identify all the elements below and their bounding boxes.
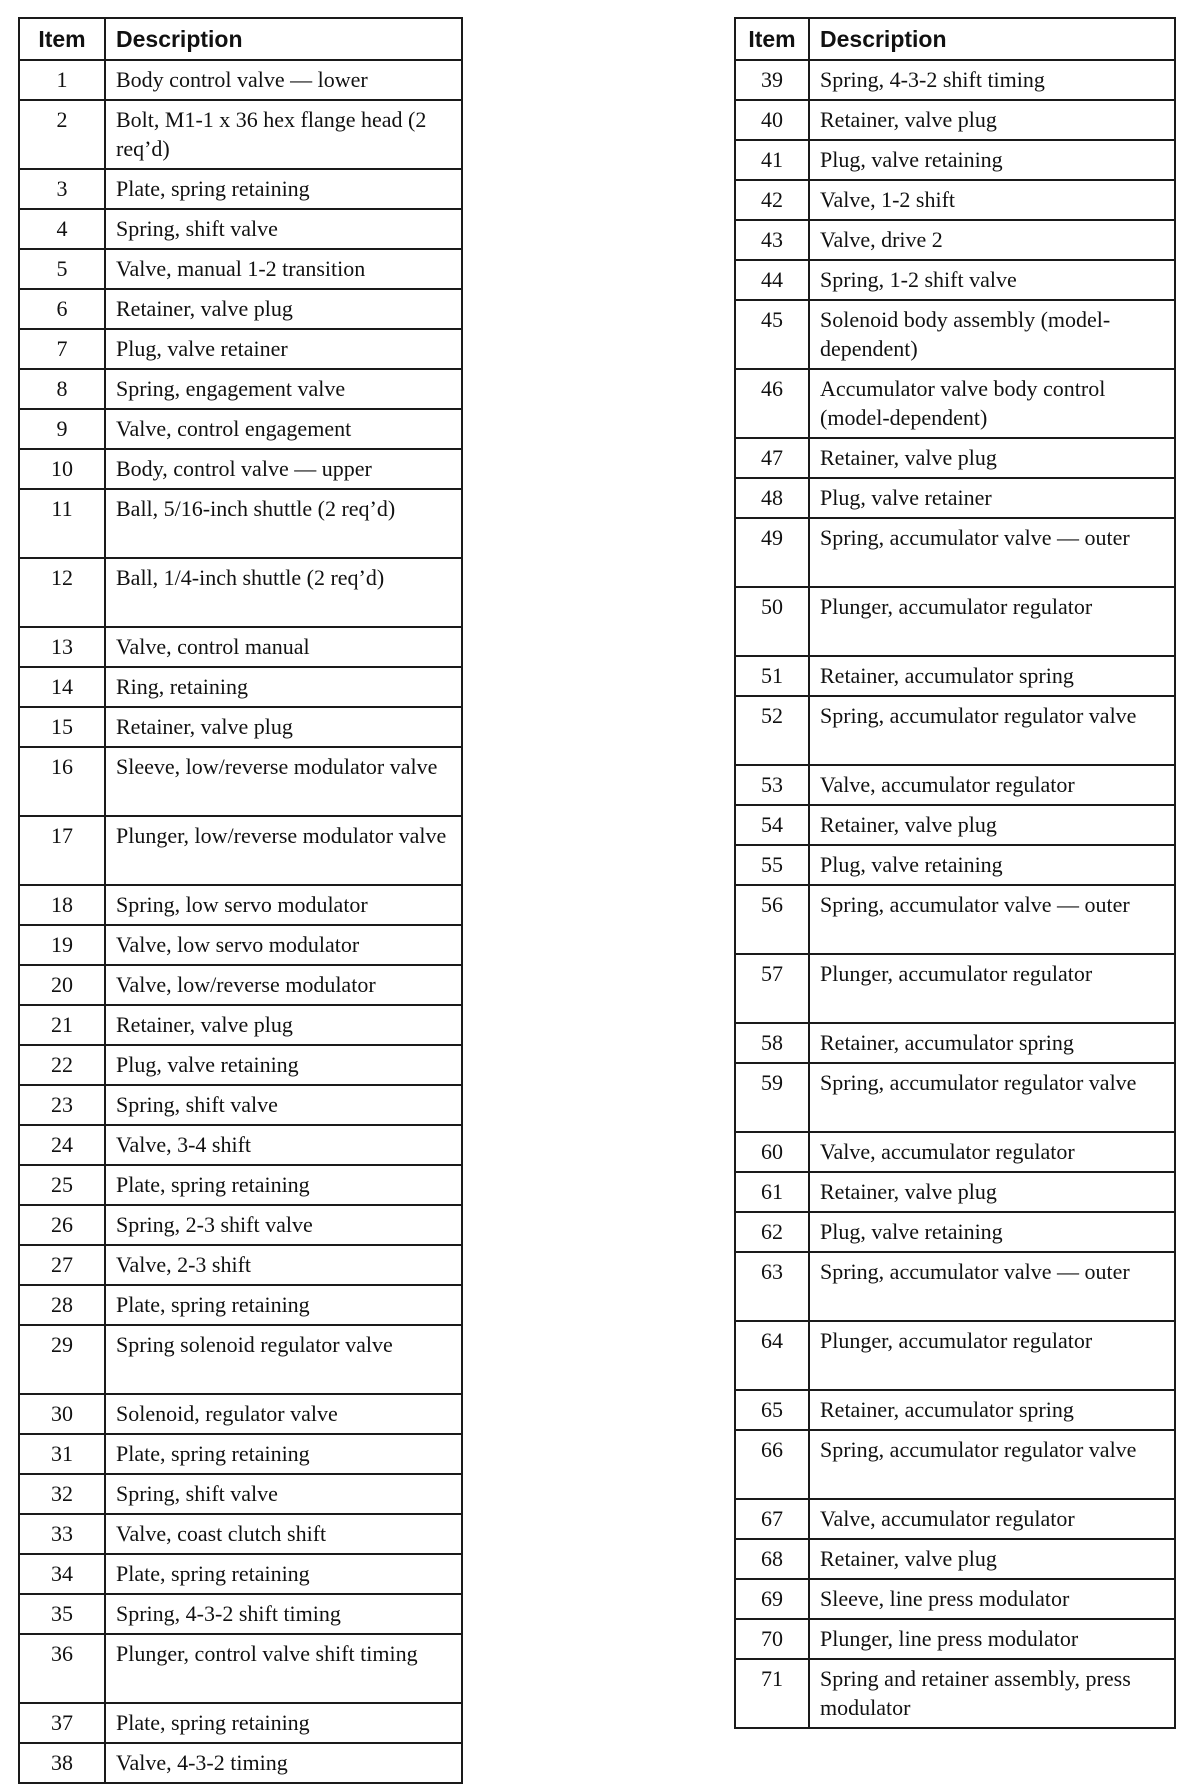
item-number: 39 (735, 60, 809, 100)
table-row (735, 438, 1175, 478)
item-number: 21 (19, 1005, 105, 1045)
item-number: 36 (19, 1634, 105, 1703)
table-row (735, 1063, 1175, 1132)
table-row (735, 478, 1175, 518)
item-description: Plug, valve retaining (809, 140, 1175, 180)
table-row (19, 925, 462, 965)
item-number: 7 (19, 329, 105, 369)
item-number: 53 (735, 765, 809, 805)
item-number: 28 (19, 1285, 105, 1325)
item-description: Plug, valve retaining (105, 1045, 462, 1085)
table-row (19, 249, 462, 289)
item-number: 8 (19, 369, 105, 409)
table-row (735, 765, 1175, 805)
item-number: 57 (735, 954, 809, 1023)
item-number: 64 (735, 1321, 809, 1390)
item-description: Retainer, valve plug (809, 438, 1175, 478)
table-row (19, 1045, 462, 1085)
item-description: Ball, 1/4-inch shuttle (2 req’d) (105, 558, 462, 627)
table-row (19, 1634, 462, 1703)
item-number: 56 (735, 885, 809, 954)
table-row (735, 369, 1175, 438)
item-number: 66 (735, 1430, 809, 1499)
item-number: 3 (19, 169, 105, 209)
item-description: Spring and retainer assembly, press modulator (809, 1659, 1175, 1728)
item-description: Plunger, accumulator regulator (809, 587, 1175, 656)
item-description: Spring, accumulator valve — outer (809, 1252, 1175, 1321)
table-row (19, 409, 462, 449)
item-number: 32 (19, 1474, 105, 1514)
item-description: Plug, valve retaining (809, 1212, 1175, 1252)
item-number: 9 (19, 409, 105, 449)
item-number: 40 (735, 100, 809, 140)
item-description: Spring, 4-3-2 shift timing (105, 1594, 462, 1634)
item-description: Plunger, accumulator regulator (809, 954, 1175, 1023)
item-number: 46 (735, 369, 809, 438)
item-description: Retainer, valve plug (809, 1172, 1175, 1212)
item-number: 29 (19, 1325, 105, 1394)
item-description: Solenoid, regulator valve (105, 1394, 462, 1434)
item-number: 15 (19, 707, 105, 747)
item-number: 27 (19, 1245, 105, 1285)
item-description: Plug, valve retaining (809, 845, 1175, 885)
item-number: 62 (735, 1212, 809, 1252)
table-row (735, 1023, 1175, 1063)
item-number: 58 (735, 1023, 809, 1063)
item-number: 14 (19, 667, 105, 707)
item-description: Spring, accumulator valve — outer (809, 518, 1175, 587)
item-number: 5 (19, 249, 105, 289)
table-row (19, 1085, 462, 1125)
item-number: 12 (19, 558, 105, 627)
table-row (735, 1539, 1175, 1579)
parts-table-right (734, 17, 1176, 1729)
table-row (19, 707, 462, 747)
table-row (19, 1005, 462, 1045)
item-description: Retainer, accumulator spring (809, 656, 1175, 696)
table-row (735, 954, 1175, 1023)
item-description: Valve, accumulator regulator (809, 1499, 1175, 1539)
item-description: Retainer, valve plug (809, 100, 1175, 140)
item-description: Ring, retaining (105, 667, 462, 707)
table-row (19, 1394, 462, 1434)
item-number: 13 (19, 627, 105, 667)
item-number: 18 (19, 885, 105, 925)
item-number: 70 (735, 1619, 809, 1659)
item-description: Plug, valve retainer (105, 329, 462, 369)
table-row (19, 1434, 462, 1474)
item-description: Plate, spring retaining (105, 1285, 462, 1325)
item-number: 61 (735, 1172, 809, 1212)
item-description: Spring, accumulator regulator valve (809, 696, 1175, 765)
item-description: Valve, manual 1-2 transition (105, 249, 462, 289)
item-number: 42 (735, 180, 809, 220)
item-description: Plate, spring retaining (105, 1434, 462, 1474)
table-row (19, 1594, 462, 1634)
table-row (735, 260, 1175, 300)
item-description: Spring, shift valve (105, 209, 462, 249)
item-number: 44 (735, 260, 809, 300)
item-number: 47 (735, 438, 809, 478)
item-description: Spring, shift valve (105, 1474, 462, 1514)
table-row (19, 747, 462, 816)
item-description: Retainer, valve plug (809, 1539, 1175, 1579)
item-number: 43 (735, 220, 809, 260)
header-item: Item (735, 18, 809, 60)
table-row (19, 209, 462, 249)
item-number: 2 (19, 100, 105, 169)
item-description: Valve, low/reverse modulator (105, 965, 462, 1005)
item-number: 19 (19, 925, 105, 965)
item-number: 50 (735, 587, 809, 656)
item-number: 52 (735, 696, 809, 765)
item-description: Spring, 2-3 shift valve (105, 1205, 462, 1245)
item-number: 69 (735, 1579, 809, 1619)
item-description: Spring, shift valve (105, 1085, 462, 1125)
table-row (19, 329, 462, 369)
header-row (19, 18, 462, 60)
item-description: Valve, accumulator regulator (809, 1132, 1175, 1172)
item-description: Retainer, accumulator spring (809, 1390, 1175, 1430)
table-row (19, 100, 462, 169)
item-description: Plate, spring retaining (105, 1703, 462, 1743)
item-number: 38 (19, 1743, 105, 1783)
item-description: Retainer, valve plug (105, 707, 462, 747)
table-row (735, 180, 1175, 220)
table-row (735, 885, 1175, 954)
item-description: Solenoid body assembly (model-dependent) (809, 300, 1175, 369)
item-number: 22 (19, 1045, 105, 1085)
table-row (735, 1321, 1175, 1390)
table-row (19, 1125, 462, 1165)
item-number: 24 (19, 1125, 105, 1165)
item-description: Valve, accumulator regulator (809, 765, 1175, 805)
item-description: Spring, accumulator regulator valve (809, 1063, 1175, 1132)
item-number: 51 (735, 656, 809, 696)
table-row (19, 369, 462, 409)
item-number: 67 (735, 1499, 809, 1539)
table-row (735, 656, 1175, 696)
item-number: 4 (19, 209, 105, 249)
table-row (735, 300, 1175, 369)
item-description: Spring, 4-3-2 shift timing (809, 60, 1175, 100)
table-row (735, 1619, 1175, 1659)
table-row (19, 558, 462, 627)
table-row (19, 1743, 462, 1783)
item-number: 23 (19, 1085, 105, 1125)
item-description: Retainer, accumulator spring (809, 1023, 1175, 1063)
table-row (19, 1325, 462, 1394)
item-description: Plunger, line press modulator (809, 1619, 1175, 1659)
table-row (19, 816, 462, 885)
item-description: Accumulator valve body control (model-dependent) (809, 369, 1175, 438)
table-row (19, 1245, 462, 1285)
table-row (19, 965, 462, 1005)
item-number: 35 (19, 1594, 105, 1634)
table-row (735, 845, 1175, 885)
item-description: Valve, 4-3-2 timing (105, 1743, 462, 1783)
item-description: Bolt, M1-1 x 36 hex flange head (2 req’d) (105, 100, 462, 169)
table-row (735, 220, 1175, 260)
table-row (735, 100, 1175, 140)
header-item: Item (19, 18, 105, 60)
item-number: 17 (19, 816, 105, 885)
table-row (19, 1703, 462, 1743)
item-description: Plug, valve retainer (809, 478, 1175, 518)
item-description: Plunger, low/reverse modulator valve (105, 816, 462, 885)
item-description: Body, control valve — upper (105, 449, 462, 489)
item-number: 71 (735, 1659, 809, 1728)
item-number: 60 (735, 1132, 809, 1172)
item-number: 49 (735, 518, 809, 587)
table-row (735, 1430, 1175, 1499)
item-number: 11 (19, 489, 105, 558)
table-row (19, 169, 462, 209)
item-description: Valve, control engagement (105, 409, 462, 449)
parts-table-left (18, 17, 463, 1784)
item-number: 16 (19, 747, 105, 816)
table-row (19, 289, 462, 329)
item-description: Spring, accumulator valve — outer (809, 885, 1175, 954)
item-number: 41 (735, 140, 809, 180)
table-row (19, 60, 462, 100)
table-row (19, 489, 462, 558)
table-row (19, 449, 462, 489)
item-number: 6 (19, 289, 105, 329)
item-description: Valve, coast clutch shift (105, 1514, 462, 1554)
table-row (735, 1212, 1175, 1252)
item-description: Valve, 1-2 shift (809, 180, 1175, 220)
item-number: 33 (19, 1514, 105, 1554)
table-row (19, 885, 462, 925)
item-number: 10 (19, 449, 105, 489)
item-number: 30 (19, 1394, 105, 1434)
item-description: Plate, spring retaining (105, 1554, 462, 1594)
table-row (735, 518, 1175, 587)
item-description: Retainer, valve plug (105, 1005, 462, 1045)
table-row (735, 587, 1175, 656)
item-description: Plate, spring retaining (105, 169, 462, 209)
item-number: 37 (19, 1703, 105, 1743)
item-description: Body control valve — lower (105, 60, 462, 100)
item-description: Retainer, valve plug (105, 289, 462, 329)
item-description: Plate, spring retaining (105, 1165, 462, 1205)
item-description: Retainer, valve plug (809, 805, 1175, 845)
item-description: Spring, engagement valve (105, 369, 462, 409)
item-description: Plunger, control valve shift timing (105, 1634, 462, 1703)
table-row (735, 1132, 1175, 1172)
table-row (19, 1205, 462, 1245)
item-number: 26 (19, 1205, 105, 1245)
table-row (19, 1474, 462, 1514)
item-number: 65 (735, 1390, 809, 1430)
item-description: Valve, low servo modulator (105, 925, 462, 965)
table-row (735, 1579, 1175, 1619)
item-description: Valve, 2-3 shift (105, 1245, 462, 1285)
item-description: Sleeve, low/reverse modulator valve (105, 747, 462, 816)
item-number: 54 (735, 805, 809, 845)
table-row (735, 1390, 1175, 1430)
item-number: 1 (19, 60, 105, 100)
header-row (735, 18, 1175, 60)
table-row (735, 60, 1175, 100)
item-description: Sleeve, line press modulator (809, 1579, 1175, 1619)
item-description: Valve, control manual (105, 627, 462, 667)
table-row (735, 140, 1175, 180)
table-row (735, 696, 1175, 765)
item-number: 59 (735, 1063, 809, 1132)
item-description: Spring solenoid regulator valve (105, 1325, 462, 1394)
header-description: Description (105, 18, 462, 60)
table-row (19, 627, 462, 667)
item-description: Spring, accumulator regulator valve (809, 1430, 1175, 1499)
table-row (19, 1514, 462, 1554)
item-number: 34 (19, 1554, 105, 1594)
table-row (735, 1499, 1175, 1539)
table-row (19, 1285, 462, 1325)
item-description: Spring, low servo modulator (105, 885, 462, 925)
item-description: Valve, drive 2 (809, 220, 1175, 260)
item-number: 45 (735, 300, 809, 369)
item-number: 25 (19, 1165, 105, 1205)
header-description: Description (809, 18, 1175, 60)
table-row (19, 1554, 462, 1594)
table-row (735, 805, 1175, 845)
item-number: 63 (735, 1252, 809, 1321)
item-description: Spring, 1-2 shift valve (809, 260, 1175, 300)
item-number: 48 (735, 478, 809, 518)
item-number: 31 (19, 1434, 105, 1474)
item-number: 55 (735, 845, 809, 885)
item-description: Plunger, accumulator regulator (809, 1321, 1175, 1390)
table-row (19, 667, 462, 707)
table-row (735, 1659, 1175, 1728)
table-row (19, 1165, 462, 1205)
item-description: Valve, 3-4 shift (105, 1125, 462, 1165)
item-number: 20 (19, 965, 105, 1005)
table-row (735, 1172, 1175, 1212)
item-number: 68 (735, 1539, 809, 1579)
table-row (735, 1252, 1175, 1321)
item-description: Ball, 5/16-inch shuttle (2 req’d) (105, 489, 462, 558)
